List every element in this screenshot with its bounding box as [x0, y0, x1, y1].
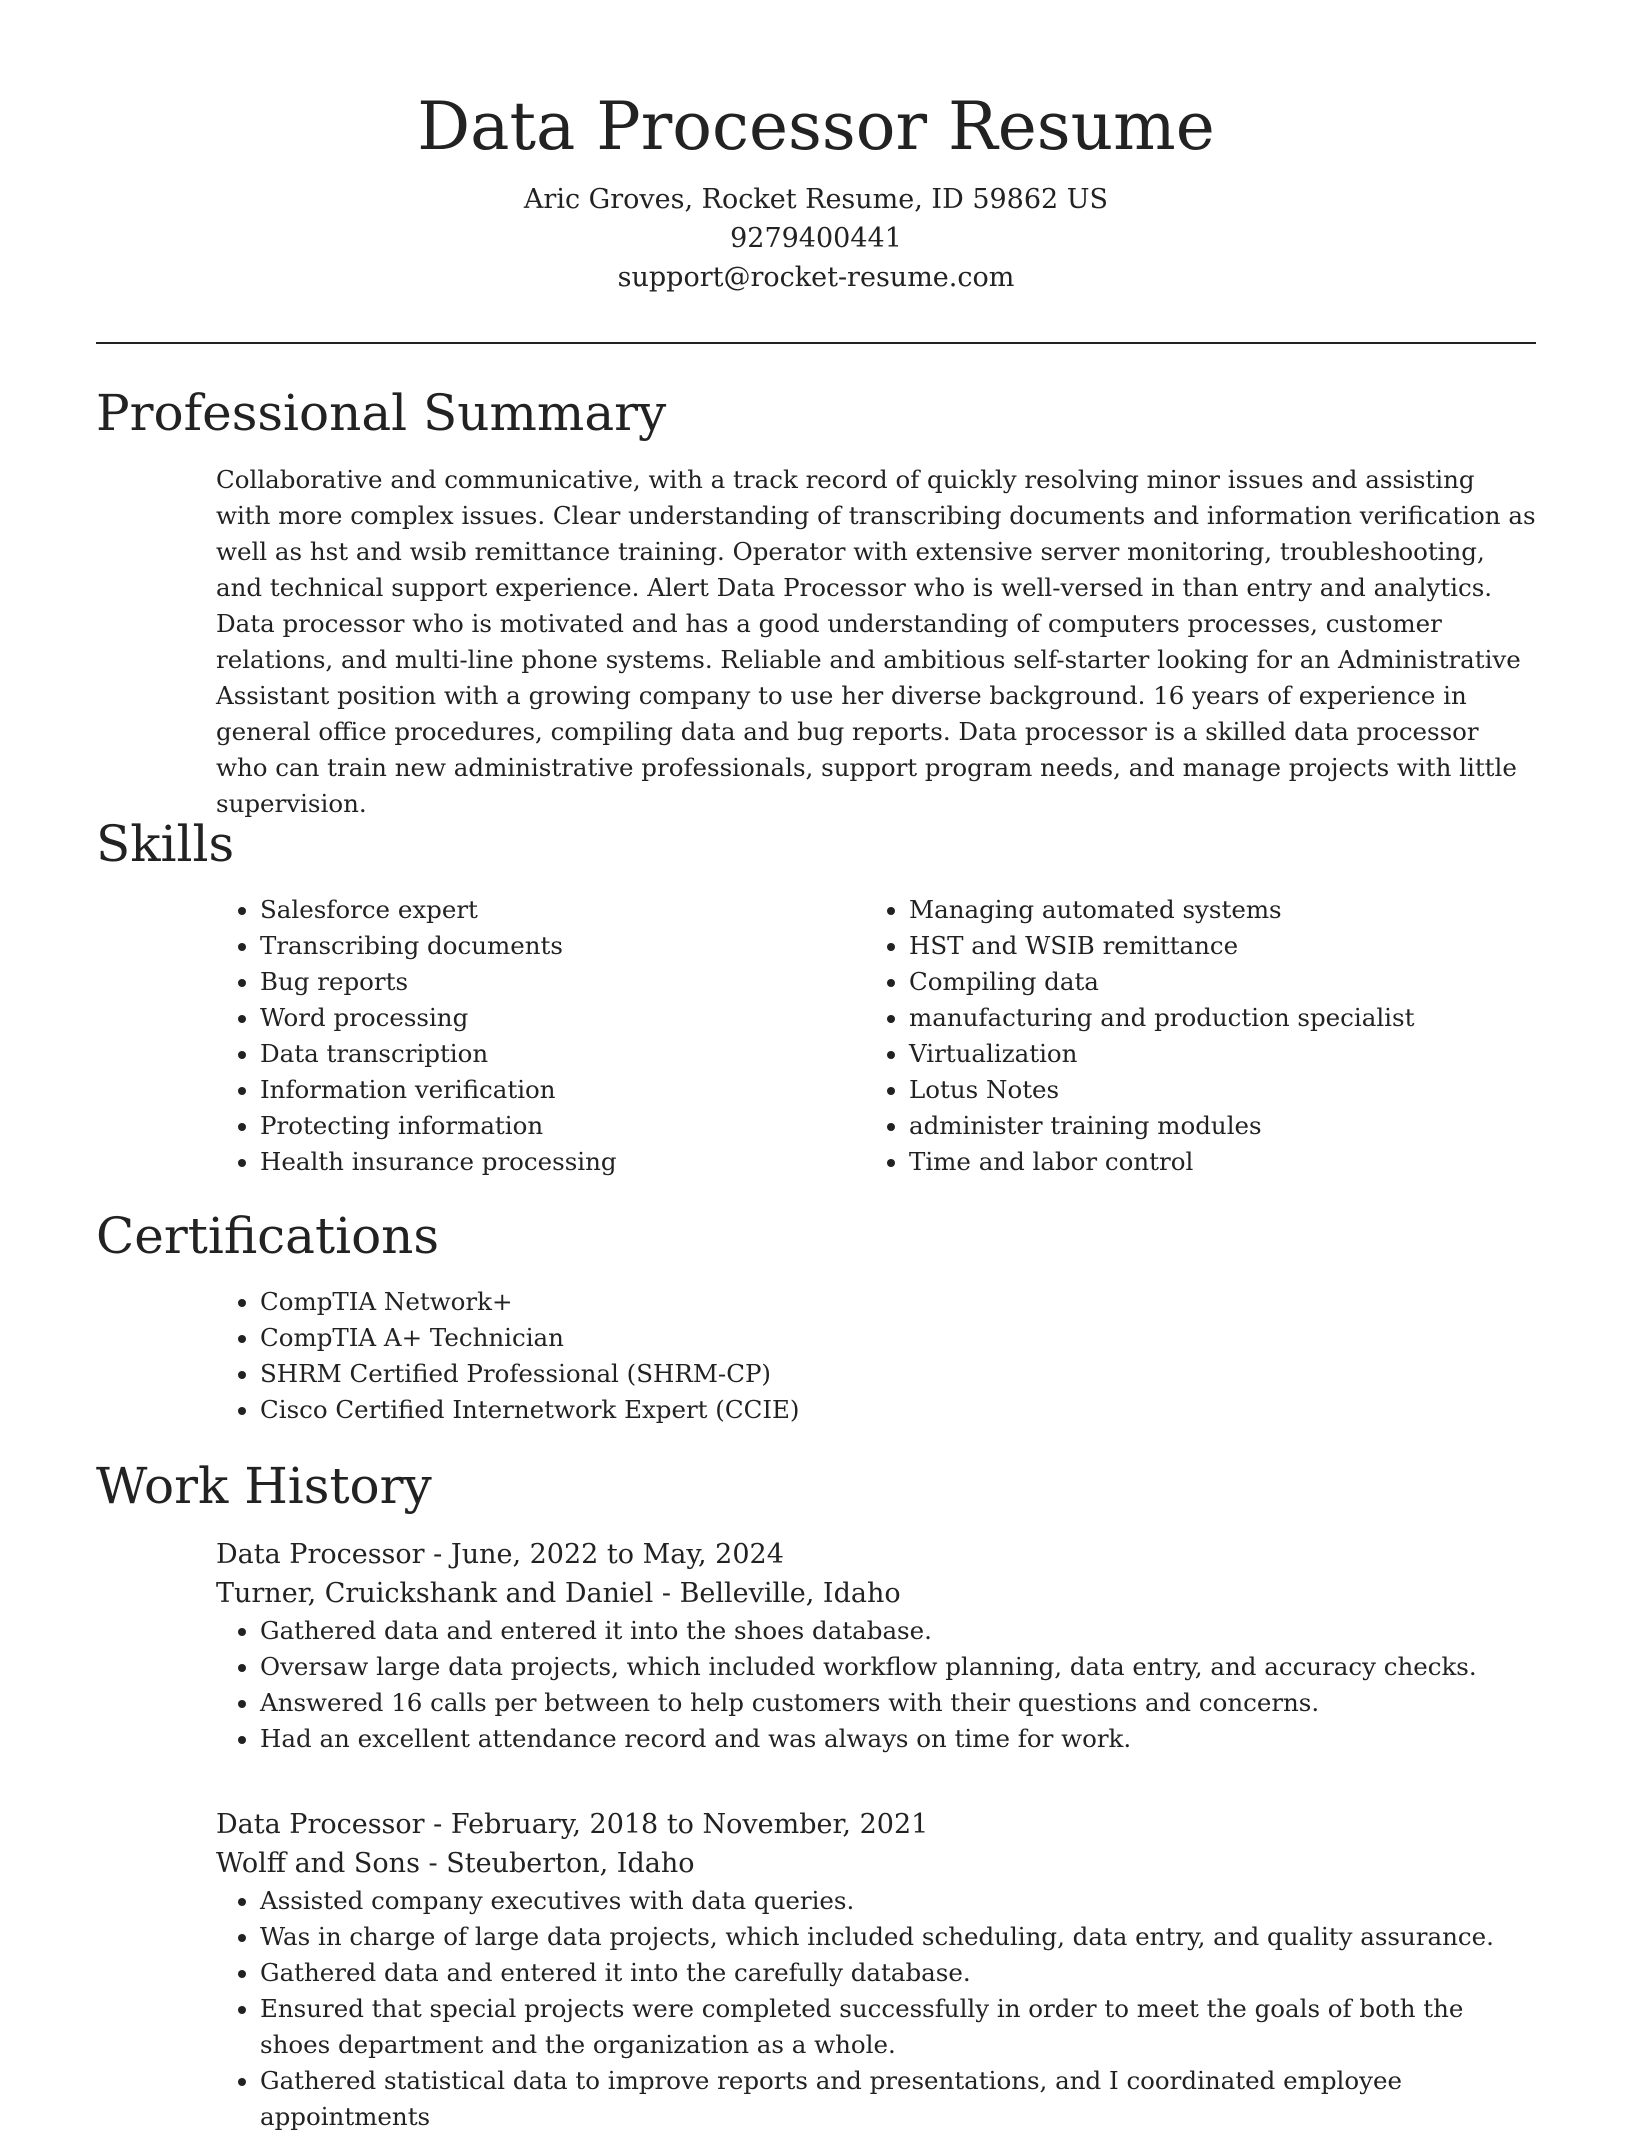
- skill-item: • Data transcription: [260, 1036, 816, 1072]
- skills-column-2: [865, 892, 1525, 1180]
- contact-email: support@rocket-resume.com: [617, 262, 1015, 293]
- skill-item: • Transcribing documents: [260, 928, 816, 964]
- work-history-heading: Work History: [96, 1457, 432, 1515]
- job-duties-list: [216, 1613, 1536, 1757]
- job-entry: [216, 1805, 1536, 2135]
- skill-item: • administer training modules: [909, 1108, 1525, 1144]
- job-duties-list: [216, 1883, 1536, 2135]
- job-duty: • Gathered data and entered it into the shoes database.: [260, 1613, 1536, 1649]
- skill-item: • Time and labor control: [909, 1144, 1525, 1180]
- skill-item: • Salesforce expert: [260, 892, 816, 928]
- resume-header: [96, 82, 1536, 297]
- certification-item: • Cisco Certified Internetwork Expert (CCIE): [260, 1392, 1216, 1428]
- job-title: Data Processor: [216, 1809, 425, 1840]
- skill-item: • Compiling data: [909, 964, 1525, 1000]
- resume-title: Data Processor Resume: [417, 88, 1215, 165]
- skill-item: • Information verification: [260, 1072, 816, 1108]
- job-duty: • Gathered data and entered it into the carefully database.: [260, 1955, 1536, 1991]
- certifications-block: [216, 1284, 1216, 1428]
- job-entry: [216, 1535, 1536, 1757]
- job-duty: • Was in charge of large data projects, which included scheduling, data entry, and quality assurance.: [260, 1919, 1536, 1955]
- job-location: Belleville, Idaho: [679, 1578, 901, 1609]
- job-title-line: Data Processor - June, 2022 to May, 2024: [216, 1539, 784, 1570]
- skill-item: • Lotus Notes: [909, 1072, 1525, 1108]
- job-duty: • Oversaw large data projects, which included workflow planning, data entry, and accuracy checks.: [260, 1649, 1536, 1685]
- job-company-line: Turner, Cruickshank and Daniel - Belleville, Idaho: [216, 1578, 901, 1609]
- job-company: Wolff and Sons: [216, 1848, 420, 1879]
- job-duty: • Assisted company executives with data queries.: [260, 1883, 1536, 1919]
- skill-item: • Virtualization: [909, 1036, 1525, 1072]
- certifications-list: [216, 1284, 1216, 1428]
- certification-item: • SHRM Certified Professional (SHRM-CP): [260, 1356, 1216, 1392]
- job-dates: February, 2018 to November, 2021: [450, 1809, 929, 1840]
- skill-item: • manufacturing and production specialist: [909, 1000, 1525, 1036]
- skill-item: • Health insurance processing: [260, 1144, 816, 1180]
- contact-address: Aric Groves, Rocket Resume, ID 59862 US: [523, 184, 1109, 215]
- summary-heading: Professional Summary: [96, 384, 667, 442]
- contact-phone: 9279400441: [730, 223, 902, 254]
- certifications-heading: Certifications: [96, 1207, 440, 1265]
- skill-item: • HST and WSIB remittance: [909, 928, 1525, 964]
- job-location: Steuberton, Idaho: [446, 1848, 695, 1879]
- skill-item: • Protecting information: [260, 1108, 816, 1144]
- header-divider: [96, 342, 1536, 344]
- skills-column-1: [216, 892, 816, 1180]
- job-company-line: Wolff and Sons - Steuberton, Idaho: [216, 1848, 695, 1879]
- summary-text: Collaborative and communicative, with a track record of quickly resolving minor issues and assisting with more complex issues. Clear understanding of transcribing documents and information verification as well as hst and wsib remittance training. Operator with extensive server monitoring, troubleshooting, and technical support experience. Alert Data Processor who is well-versed in than entry and analytics. Data processor who is motivated and has a good understanding of computers processes, customer relations, and multi-line phone systems. Reliable and ambitious self-starter looking for an Administrative Assistant position with a growing company to use her diverse background. 16 years of experience in general office procedures, compiling data and bug reports. Data processor is a skilled data processor who can train new administrative professionals, support program needs, and manage projects with little supervision.: [216, 465, 1536, 818]
- skills-list-2: [865, 892, 1525, 1180]
- certification-item: • CompTIA Network+: [260, 1284, 1216, 1320]
- skills-heading: Skills: [96, 815, 235, 873]
- job-duty: • Gathered statistical data to improve reports and presentations, and I coordinated employee appointments: [260, 2063, 1536, 2135]
- certification-item: • CompTIA A+ Technician: [260, 1320, 1216, 1356]
- job-title: Data Processor: [216, 1539, 425, 1570]
- job-title-line: Data Processor - February, 2018 to November, 2021: [216, 1809, 929, 1840]
- job-duty: • Had an excellent attendance record and was always on time for work.: [260, 1721, 1536, 1757]
- skill-item: • Word processing: [260, 1000, 816, 1036]
- job-duty: • Answered 16 calls per between to help customers with their questions and concerns.: [260, 1685, 1536, 1721]
- skill-item: • Managing automated systems: [909, 892, 1525, 928]
- skill-item: • Bug reports: [260, 964, 816, 1000]
- job-dates: June, 2022 to May, 2024: [450, 1539, 784, 1570]
- job-company: Turner, Cruickshank and Daniel: [216, 1578, 654, 1609]
- skills-list-1: [216, 892, 816, 1180]
- job-duty: • Ensured that special projects were completed successfully in order to meet the goals of both the shoes department and the organization as a whole.: [260, 1991, 1536, 2063]
